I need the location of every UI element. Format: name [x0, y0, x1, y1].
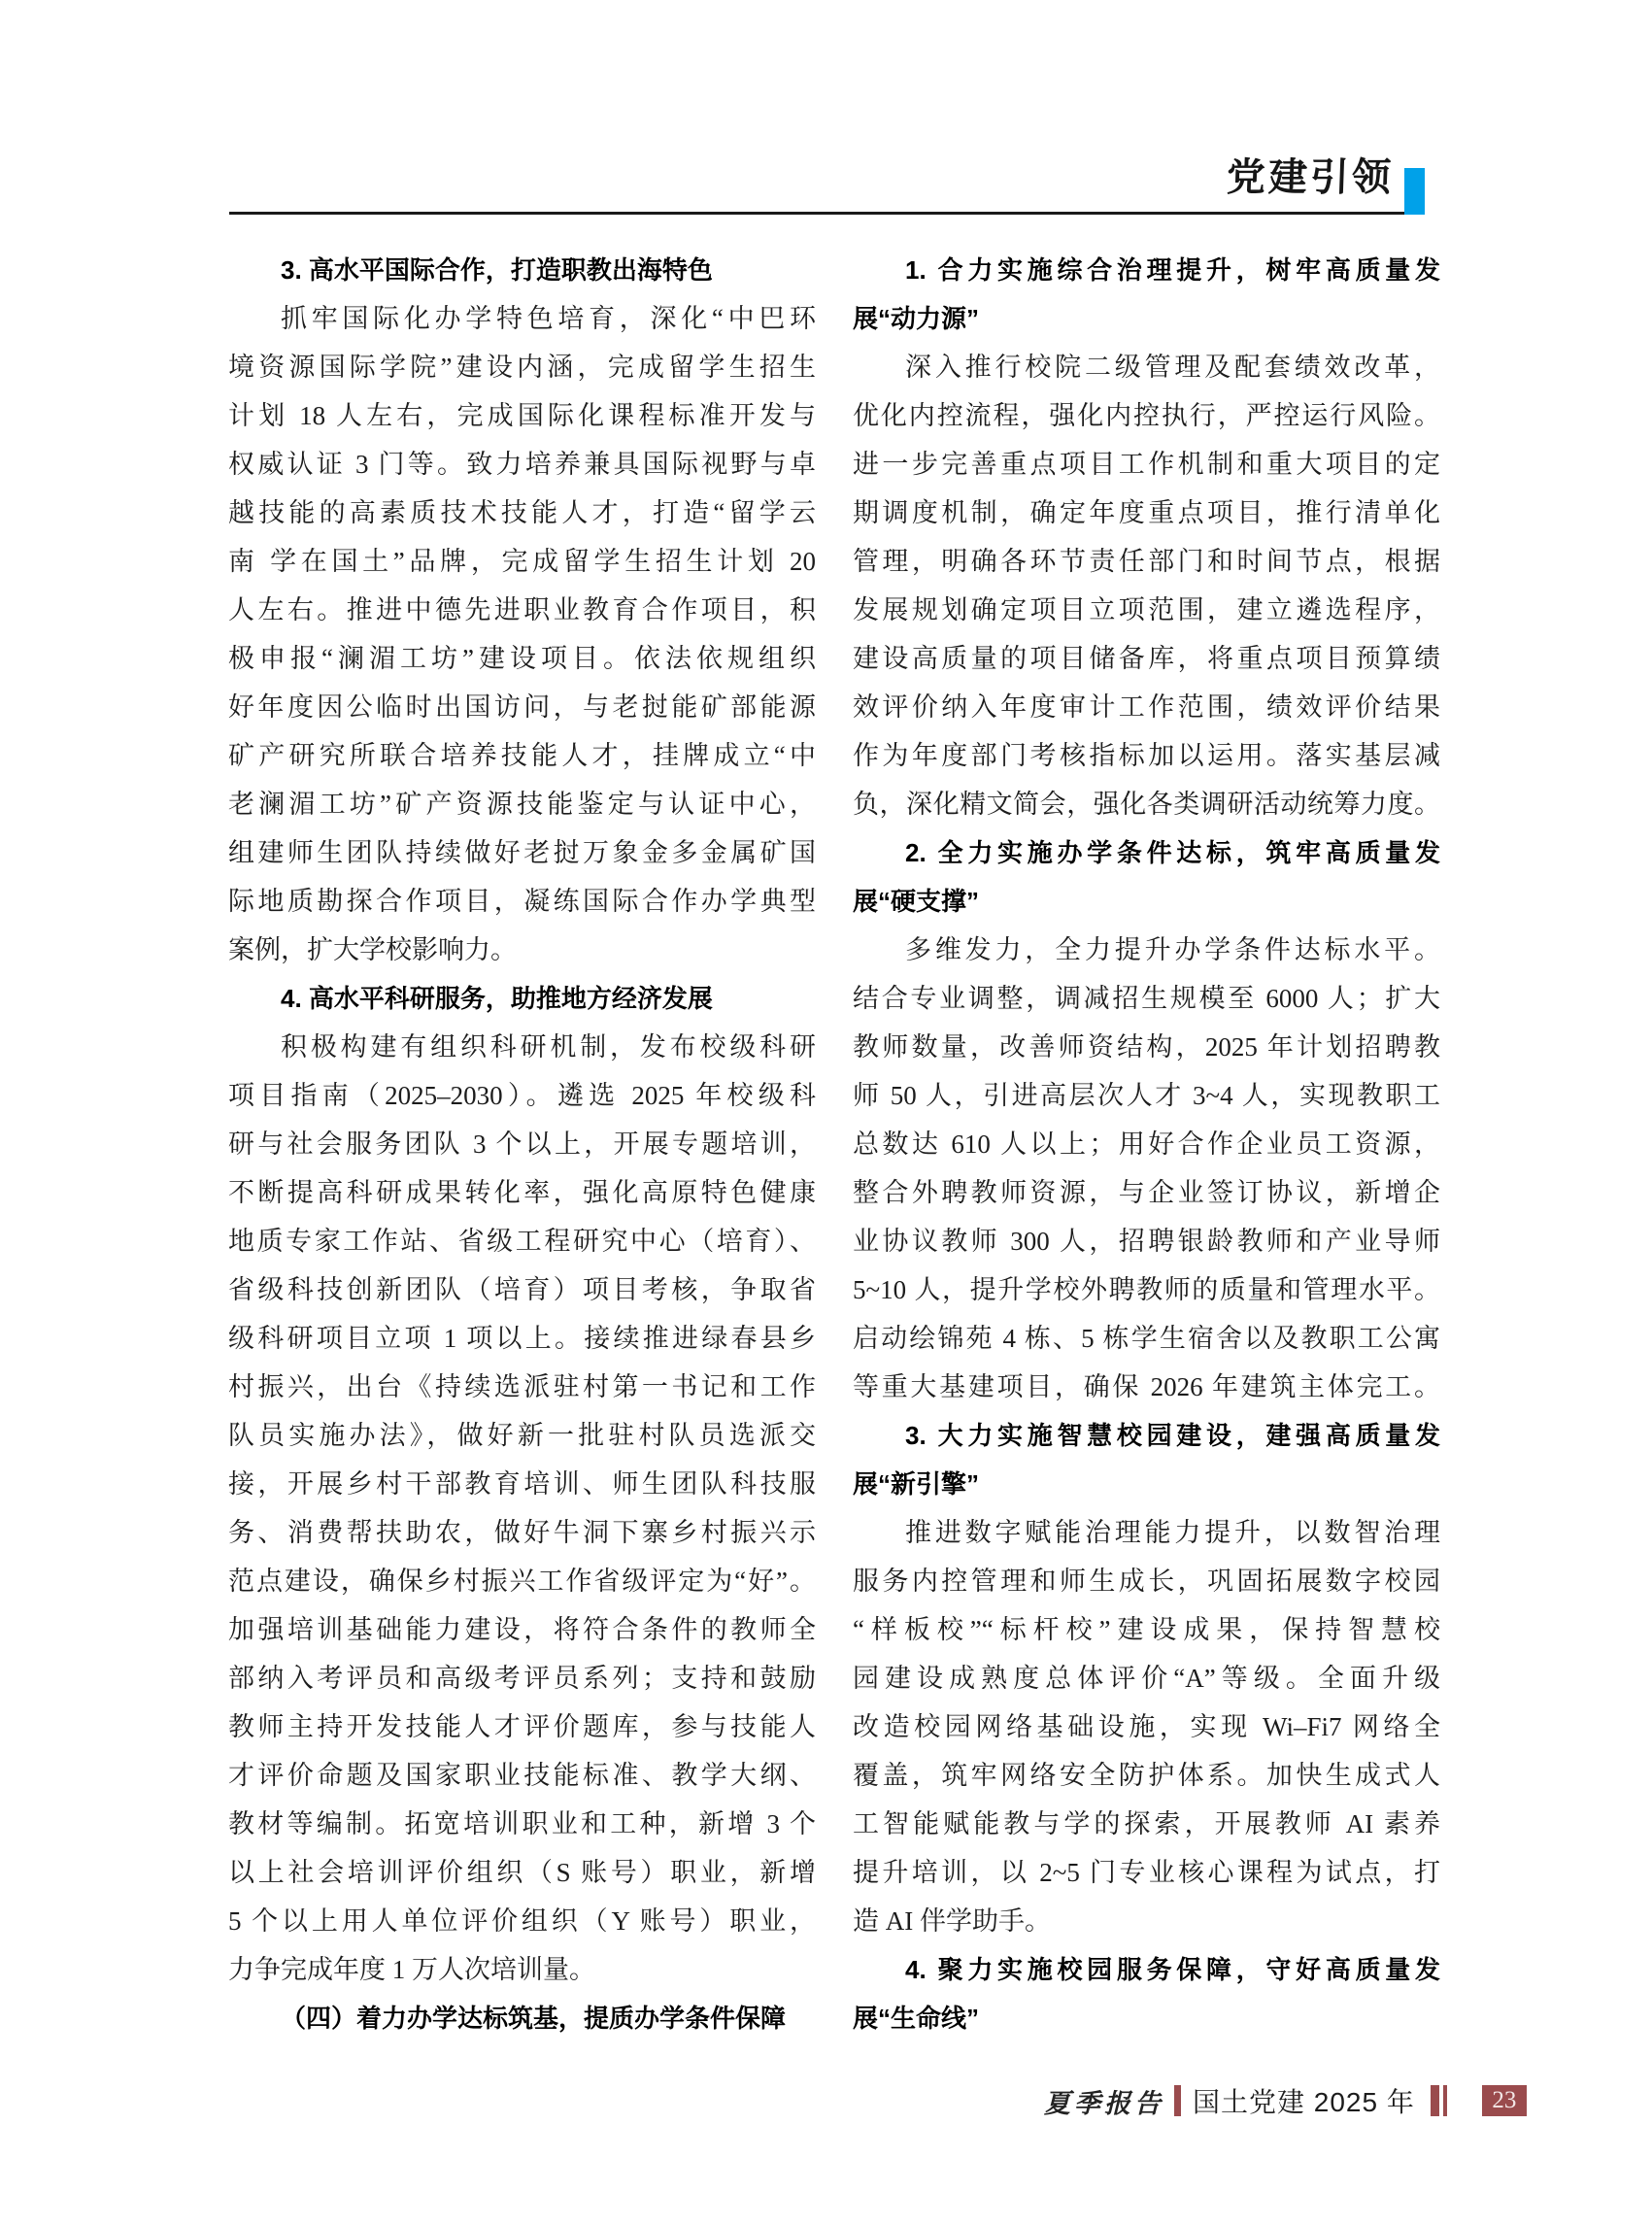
heading-line: （四）着力办学达标筑基，提质办学条件保障 [281, 2004, 787, 2033]
text-line: “样板校”“标杆校”建设成果，保持智慧校 [853, 1615, 1440, 1644]
text-line: 等重大基建项目，确保 2026 年建筑主体完工。 [853, 1372, 1440, 1401]
text-line: 才评价命题及国家职业技能标准、教学大纲、 [228, 1761, 816, 1790]
text-line: 极申报“澜湄工坊”建设项目。依法依规组织 [228, 644, 816, 673]
text-line: 老澜湄工坊”矿产资源技能鉴定与认证中心， [228, 790, 816, 819]
text-line: 效评价纳入年度审计工作范围，绩效评价结果 [853, 692, 1440, 722]
text-line: 省级科技创新团队（培育）项目考核，争取省 [228, 1275, 816, 1304]
heading-line: 展“新引擎” [853, 1469, 980, 1499]
heading-line: 4. 高水平科研服务，助推地方经济发展 [281, 984, 713, 1013]
text-line: 以上社会培训评价组织（S 账号）职业，新增 [228, 1858, 816, 1887]
text-line: 项目指南（2025–2030）。遴选 2025 年校级科 [228, 1081, 816, 1110]
text-line: 案例，扩大学校影响力。 [228, 935, 517, 964]
heading-line: 3. 高水平国际合作，打造职教出海特色 [281, 255, 713, 285]
text-line: 师 50 人，引进高层次人才 3~4 人，实现教职工 [853, 1081, 1440, 1110]
text-line: 教师主持开发技能人才评价题库，参与技能人 [228, 1712, 816, 1741]
text-line: 提升培训，以 2~5 门专业核心课程为试点，打 [853, 1858, 1440, 1887]
header-accent-block [1404, 168, 1425, 215]
footer-publication-label: 国土党建 2025 年 [1193, 2087, 1415, 2117]
text-line: 队员实施办法》，做好新一批驻村队员选派交 [228, 1421, 816, 1450]
text-line: 业协议教师 300 人，招聘银龄教师和产业导师 [853, 1227, 1440, 1256]
text-line: 管理，明确各环节责任部门和时间节点，根据 [853, 547, 1440, 576]
text-line: 服务内控管理和师生成长，巩固拓展数字校园 [853, 1567, 1440, 1596]
text-line: 不断提高科研成果转化率，强化高原特色健康 [228, 1178, 816, 1207]
page-title: 党建引领 [1226, 155, 1395, 199]
text-line: 期调度机制，确定年度重点项目，推行清单化 [853, 498, 1440, 527]
heading-line: 3. 大力实施智慧校园建设，建强高质量发 [905, 1421, 1440, 1450]
text-line: 总数达 610 人以上；用好合作企业员工资源， [853, 1129, 1440, 1159]
text-line: 5~10 人，提升学校外聘教师的质量和管理水平。 [853, 1275, 1440, 1304]
footer-report-label: 夏季报告 [1044, 2088, 1164, 2118]
text-line: 计划 18 人左右，完成国际化课程标准开发与 [228, 401, 816, 430]
text-line: 组建师生团队持续做好老挝万象金多金属矿国 [228, 838, 816, 867]
heading-line: 展“生命线” [853, 2004, 980, 2033]
text-line: 造 AI 伴学助手。 [853, 1906, 1051, 1936]
text-line: 5 个以上用人单位评价组织（Y 账号）职业， [228, 1906, 816, 1936]
text-line: 发展规划确定项目立项范围，建立遴选程序， [853, 595, 1440, 624]
text-line: 矿产研究所联合培养技能人才，挂牌成立“中 [228, 741, 816, 770]
text-line: 覆盖，筑牢网络安全防护体系。加快生成式人 [853, 1761, 1440, 1790]
text-line: 加强培训基础能力建设，将符合条件的教师全 [228, 1615, 816, 1644]
text-line: 越技能的高素质技术技能人才，打造“留学云 [228, 498, 816, 527]
heading-line: 展“硬支撑” [853, 887, 980, 916]
text-line: 部纳入考评员和高级考评员系列；支持和鼓励 [228, 1664, 816, 1693]
text-line: 推进数字赋能治理能力提升，以数智治理 [905, 1518, 1440, 1547]
text-column-left [228, 246, 816, 2042]
text-line: 园建设成熟度总体评价“A”等级。全面升级 [853, 1664, 1440, 1693]
heading-line: 2. 全力实施办学条件达标，筑牢高质量发 [905, 838, 1440, 867]
text-line: 地质专家工作站、省级工程研究中心（培育）、 [228, 1227, 816, 1256]
header-rule [229, 212, 1404, 215]
text-line: 启动绘锦苑 4 栋、5 栋学生宿舍以及教职工公寓 [853, 1324, 1440, 1353]
text-line: 范点建设，确保乡村振兴工作省级评定为“好”。 [228, 1567, 816, 1596]
text-line: 村振兴，出台《持续选派驻村第一书记和工作 [228, 1372, 816, 1401]
text-line: 力争完成年度 1 万人次培训量。 [228, 1955, 595, 1984]
page-footer [1044, 2084, 1527, 2117]
heading-line: 展“动力源” [853, 304, 980, 333]
footer-double-bar-thick [1431, 2085, 1439, 2116]
text-line: 好年度因公临时出国访问，与老挝能矿部能源 [228, 692, 816, 722]
footer-double-bar-thin [1443, 2085, 1447, 2116]
text-line: 进一步完善重点项目工作机制和重大项目的定 [853, 450, 1440, 479]
text-line: 教师数量，改善师资结构，2025 年计划招聘教 [853, 1032, 1440, 1062]
heading-line: 1. 合力实施综合治理提升，树牢高质量发 [905, 255, 1440, 285]
text-line: 人左右。推进中德先进职业教育合作项目，积 [228, 595, 816, 624]
footer-divider-bar [1174, 2085, 1181, 2116]
text-line: 权威认证 3 门等。致力培养兼具国际视野与卓 [228, 450, 816, 479]
text-line: 级科研项目立项 1 项以上。接续推进绿春县乡 [228, 1324, 816, 1353]
text-line: 工智能赋能教与学的探索，开展教师 AI 素养 [853, 1809, 1440, 1838]
text-line: 积极构建有组织科研机制，发布校级科研 [281, 1032, 816, 1062]
text-line: 多维发力，全力提升办学条件达标水平。 [905, 935, 1440, 964]
text-line: 际地质勘探合作项目，凝练国际合作办学典型 [228, 887, 816, 916]
text-line: 作为年度部门考核指标加以运用。落实基层减 [853, 741, 1440, 770]
text-line: 负，深化精文简会，强化各类调研活动统筹力度。 [853, 790, 1440, 819]
text-line: 务、消费帮扶助农，做好牛洞下寨乡村振兴示 [228, 1518, 816, 1547]
text-line: 境资源国际学院”建设内涵，完成留学生招生 [228, 353, 816, 382]
text-line: 研与社会服务团队 3 个以上，开展专题培训， [228, 1129, 816, 1159]
text-line: 整合外聘教师资源，与企业签订协议，新增企 [853, 1178, 1440, 1207]
page-number-badge: 23 [1482, 2085, 1527, 2116]
text-line: 建设高质量的项目储备库，将重点项目预算绩 [853, 644, 1440, 673]
text-line: 抓牢国际化办学特色培育，深化“中巴环 [281, 304, 816, 333]
text-line: 改造校园网络基础设施，实现 Wi–Fi7 网络全 [853, 1712, 1440, 1741]
text-line: 结合专业调整，调减招生规模至 6000 人；扩大 [853, 984, 1440, 1013]
text-line: 优化内控流程，强化内控执行，严控运行风险。 [853, 401, 1440, 430]
text-line: 接，开展乡村干部教育培训、师生团队科技服 [228, 1469, 816, 1499]
text-line: 南 学在国土”品牌，完成留学生招生计划 20 [228, 547, 816, 576]
text-column-right [853, 246, 1440, 2042]
text-line: 教材等编制。拓宽培训职业和工种，新增 3 个 [228, 1809, 816, 1838]
text-line: 深入推行校院二级管理及配套绩效改革， [905, 353, 1440, 382]
heading-line: 4. 聚力实施校园服务保障，守好高质量发 [905, 1955, 1440, 1984]
